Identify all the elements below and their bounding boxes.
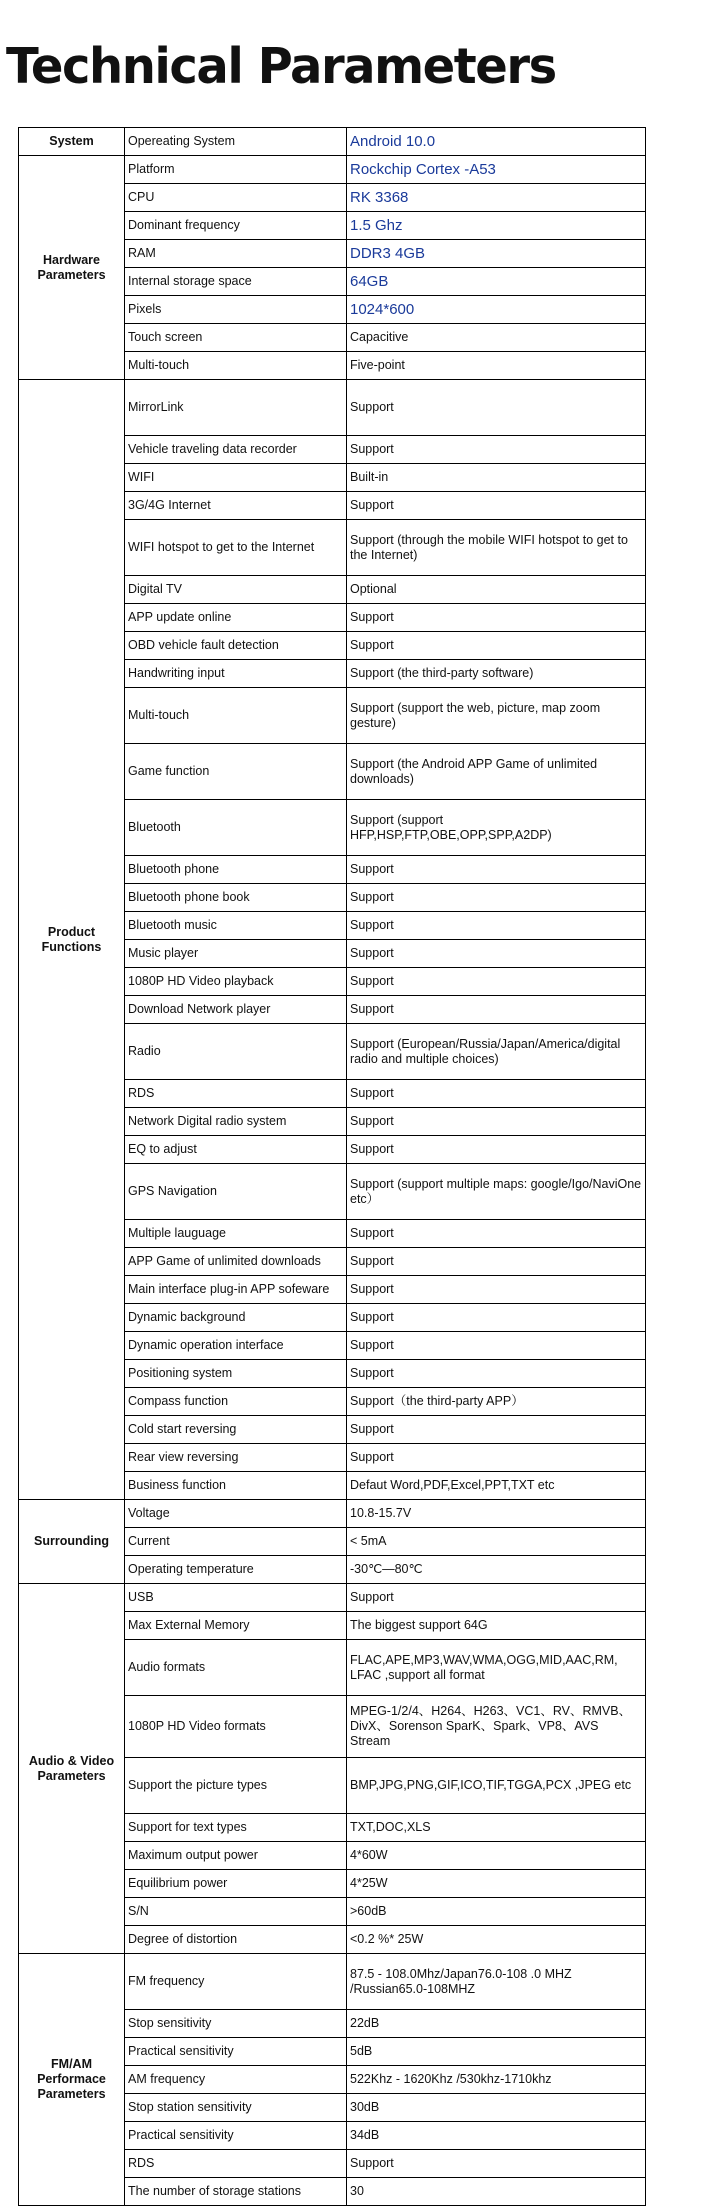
value-cell: 5dB: [347, 2038, 646, 2066]
param-cell: Multi-touch: [125, 352, 347, 380]
value-cell: Support: [347, 380, 646, 436]
value-cell: Support: [347, 1584, 646, 1612]
category-cell: Audio & Video Parameters: [19, 1584, 125, 1954]
param-cell: Support the picture types: [125, 1758, 347, 1814]
value-cell: 34dB: [347, 2122, 646, 2150]
param-cell: WIFI: [125, 464, 347, 492]
value-cell: Support: [347, 1416, 646, 1444]
param-cell: Main interface plug-in APP sofeware: [125, 1276, 347, 1304]
param-cell: Digital TV: [125, 576, 347, 604]
value-cell: Support (support HFP,HSP,FTP,OBE,OPP,SPP,A2DP): [347, 800, 646, 856]
category-cell: FM/AM Performace Parameters: [19, 1954, 125, 2206]
param-cell: Network Digital radio system: [125, 1108, 347, 1136]
table-row: [19, 1954, 646, 2010]
value-cell: 1024*600: [347, 296, 646, 324]
param-cell: Positioning system: [125, 1360, 347, 1388]
value-cell: Support: [347, 1276, 646, 1304]
param-cell: Pixels: [125, 296, 347, 324]
param-cell: Stop station sensitivity: [125, 2094, 347, 2122]
param-cell: Dynamic background: [125, 1304, 347, 1332]
value-cell: Support: [347, 1108, 646, 1136]
spec-table-body: [19, 128, 646, 2206]
param-cell: 1080P HD Video playback: [125, 968, 347, 996]
param-cell: Business function: [125, 1472, 347, 1500]
value-cell: 22dB: [347, 2010, 646, 2038]
value-cell: Capacitive: [347, 324, 646, 352]
value-cell: Support (support multiple maps: google/Igo/NaviOne etc）: [347, 1164, 646, 1220]
value-cell: Android 10.0: [347, 128, 646, 156]
param-cell: Download Network player: [125, 996, 347, 1024]
param-cell: Handwriting input: [125, 660, 347, 688]
param-cell: Touch screen: [125, 324, 347, 352]
value-cell: < 5mA: [347, 1528, 646, 1556]
param-cell: Radio: [125, 1024, 347, 1080]
param-cell: EQ to adjust: [125, 1136, 347, 1164]
param-cell: CPU: [125, 184, 347, 212]
table-row: [19, 1584, 646, 1612]
category-cell: Product Functions: [19, 380, 125, 1500]
category-cell: Surrounding: [19, 1500, 125, 1584]
param-cell: Bluetooth phone: [125, 856, 347, 884]
param-cell: The number of storage stations: [125, 2178, 347, 2206]
spec-table: [18, 127, 646, 2206]
value-cell: Support: [347, 996, 646, 1024]
param-cell: RAM: [125, 240, 347, 268]
table-row: [19, 156, 646, 184]
table-row: [19, 128, 646, 156]
param-cell: Dynamic operation interface: [125, 1332, 347, 1360]
param-cell: Bluetooth: [125, 800, 347, 856]
value-cell: TXT,DOC,XLS: [347, 1814, 646, 1842]
value-cell: MPEG-1/2/4、H264、H263、VC1、RV、RMVB、DivX、Sorenson SparK、Spark、VP8、AVS Stream: [347, 1696, 646, 1758]
param-cell: 1080P HD Video formats: [125, 1696, 347, 1758]
param-cell: Rear view reversing: [125, 1444, 347, 1472]
value-cell: Support (European/Russia/Japan/America/digital radio and multiple choices): [347, 1024, 646, 1080]
param-cell: Music player: [125, 940, 347, 968]
value-cell: 30dB: [347, 2094, 646, 2122]
value-cell: Support: [347, 912, 646, 940]
param-cell: APP Game of unlimited downloads: [125, 1248, 347, 1276]
param-cell: Audio formats: [125, 1640, 347, 1696]
value-cell: Support: [347, 1444, 646, 1472]
param-cell: Max External Memory: [125, 1612, 347, 1640]
value-cell: 4*60W: [347, 1842, 646, 1870]
param-cell: APP update online: [125, 604, 347, 632]
value-cell: Support: [347, 884, 646, 912]
param-cell: Support for text types: [125, 1814, 347, 1842]
value-cell: Optional: [347, 576, 646, 604]
value-cell: Support: [347, 632, 646, 660]
value-cell: Support (the Android APP Game of unlimited downloads): [347, 744, 646, 800]
param-cell: MirrorLink: [125, 380, 347, 436]
value-cell: 10.8-15.7V: [347, 1500, 646, 1528]
param-cell: Stop sensitivity: [125, 2010, 347, 2038]
param-cell: Maximum output power: [125, 1842, 347, 1870]
value-cell: Support: [347, 856, 646, 884]
value-cell: Support: [347, 1332, 646, 1360]
param-cell: Degree of distortion: [125, 1926, 347, 1954]
param-cell: Current: [125, 1528, 347, 1556]
value-cell: 64GB: [347, 268, 646, 296]
value-cell: Support: [347, 968, 646, 996]
value-cell: >60dB: [347, 1898, 646, 1926]
param-cell: WIFI hotspot to get to the Internet: [125, 520, 347, 576]
category-cell: System: [19, 128, 125, 156]
param-cell: GPS Navigation: [125, 1164, 347, 1220]
value-cell: 30: [347, 2178, 646, 2206]
param-cell: 3G/4G Internet: [125, 492, 347, 520]
value-cell: Support (the third-party software): [347, 660, 646, 688]
param-cell: Game function: [125, 744, 347, 800]
value-cell: The biggest support 64G: [347, 1612, 646, 1640]
page-title: Technical Parameters: [6, 38, 556, 95]
table-row: [19, 380, 646, 436]
value-cell: Support: [347, 940, 646, 968]
value-cell: Support: [347, 1080, 646, 1108]
value-cell: Built-in: [347, 464, 646, 492]
value-cell: Support: [347, 1360, 646, 1388]
value-cell: -30℃—80℃: [347, 1556, 646, 1584]
value-cell: Support: [347, 604, 646, 632]
value-cell: Support (through the mobile WIFI hotspot to get to the Internet): [347, 520, 646, 576]
param-cell: Voltage: [125, 1500, 347, 1528]
value-cell: Support (support the web, picture, map zoom gesture): [347, 688, 646, 744]
param-cell: Compass function: [125, 1388, 347, 1416]
value-cell: Support（the third-party APP）: [347, 1388, 646, 1416]
param-cell: AM frequency: [125, 2066, 347, 2094]
param-cell: Dominant frequency: [125, 212, 347, 240]
value-cell: 522Khz - 1620Khz /530khz-1710khz: [347, 2066, 646, 2094]
param-cell: RDS: [125, 2150, 347, 2178]
value-cell: Rockchip Cortex -A53: [347, 156, 646, 184]
value-cell: DDR3 4GB: [347, 240, 646, 268]
value-cell: 4*25W: [347, 1870, 646, 1898]
value-cell: RK 3368: [347, 184, 646, 212]
value-cell: Support: [347, 492, 646, 520]
value-cell: Support: [347, 1220, 646, 1248]
value-cell: Support: [347, 436, 646, 464]
value-cell: Support: [347, 1136, 646, 1164]
param-cell: FM frequency: [125, 1954, 347, 2010]
param-cell: Multiple lauguage: [125, 1220, 347, 1248]
value-cell: Support: [347, 1248, 646, 1276]
param-cell: RDS: [125, 1080, 347, 1108]
param-cell: Practical sensitivity: [125, 2038, 347, 2066]
value-cell: Five-point: [347, 352, 646, 380]
value-cell: <0.2 %* 25W: [347, 1926, 646, 1954]
value-cell: Support: [347, 1304, 646, 1332]
table-row: [19, 1500, 646, 1528]
param-cell: Equilibrium power: [125, 1870, 347, 1898]
param-cell: Bluetooth music: [125, 912, 347, 940]
value-cell: FLAC,APE,MP3,WAV,WMA,OGG,MID,AAC,RM, LFAC ,support all format: [347, 1640, 646, 1696]
param-cell: USB: [125, 1584, 347, 1612]
value-cell: Defaut Word,PDF,Excel,PPT,TXT etc: [347, 1472, 646, 1500]
param-cell: Cold start reversing: [125, 1416, 347, 1444]
param-cell: Multi-touch: [125, 688, 347, 744]
param-cell: Platform: [125, 156, 347, 184]
param-cell: S/N: [125, 1898, 347, 1926]
value-cell: 87.5 - 108.0Mhz/Japan76.0-108 .0 MHZ /Russian65.0-108MHZ: [347, 1954, 646, 2010]
category-cell: Hardware Parameters: [19, 156, 125, 380]
param-cell: OBD vehicle fault detection: [125, 632, 347, 660]
value-cell: BMP,JPG,PNG,GIF,ICO,TIF,TGGA,PCX ,JPEG etc: [347, 1758, 646, 1814]
param-cell: Opereating System: [125, 128, 347, 156]
param-cell: Internal storage space: [125, 268, 347, 296]
param-cell: Vehicle traveling data recorder: [125, 436, 347, 464]
param-cell: Bluetooth phone book: [125, 884, 347, 912]
param-cell: Operating temperature: [125, 1556, 347, 1584]
value-cell: Support: [347, 2150, 646, 2178]
param-cell: Practical sensitivity: [125, 2122, 347, 2150]
value-cell: 1.5 Ghz: [347, 212, 646, 240]
